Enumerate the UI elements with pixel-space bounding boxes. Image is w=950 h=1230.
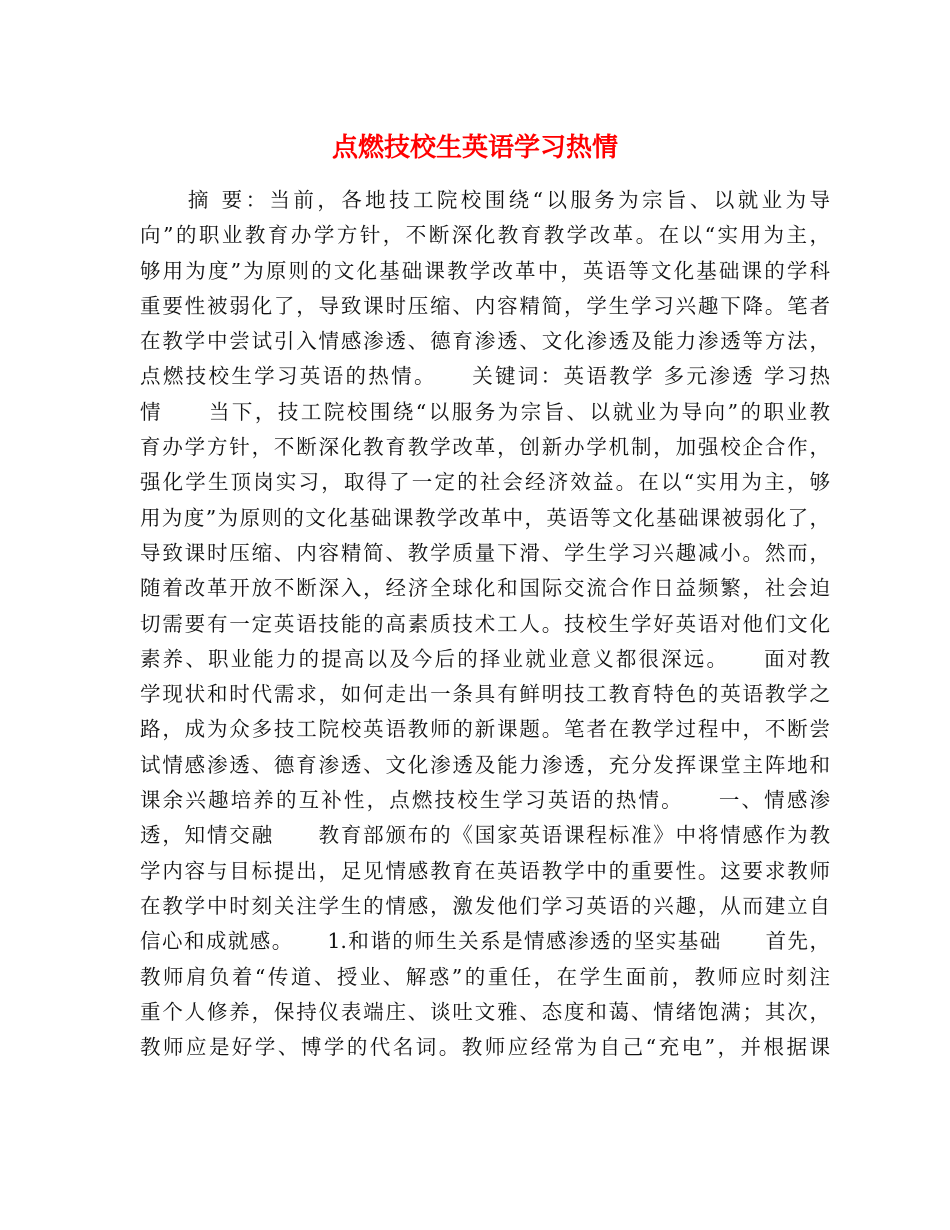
body-line: 透，知情交融 教育部颁布的《国家英语课程标准》中将情感作为教 bbox=[140, 823, 830, 848]
body-line: 向”的职业教育办学方针，不断深化教育教学改革。在以“实用为主， bbox=[140, 223, 830, 248]
body-line: 随着改革开放不断深入，经济全球化和国际交流合作日益频繁，社会迫 bbox=[140, 576, 830, 601]
body-line: 点燃技校生学习英语的热情。 关键词：英语教学 多元渗透 学习热 bbox=[140, 364, 830, 389]
body-line: 学现状和时代需求，如何走出一条具有鲜明技工教育特色的英语教学之 bbox=[140, 682, 830, 707]
body-line: 路，成为众多技工院校英语教师的新课题。笔者在教学过程中，不断尝 bbox=[140, 717, 830, 742]
body-line: 导致课时压缩、内容精简、教学质量下滑、学生学习兴趣减小。然而， bbox=[140, 540, 830, 565]
document-body bbox=[140, 183, 830, 1065]
body-line: 摘 要：当前，各地技工院校围绕“以服务为宗旨、以就业为导 bbox=[140, 188, 830, 212]
body-line: 切需要有一定英语技能的高素质技术工人。技校生学好英语对他们文化 bbox=[140, 611, 830, 636]
body-line: 在教学中时刻关注学生的情感，激发他们学习英语的兴趣，从而建立自 bbox=[140, 893, 830, 918]
body-line: 强化学生顶岗实习，取得了一定的社会经济效益。在以“实用为主，够 bbox=[140, 470, 830, 495]
body-line: 育办学方针，不断深化教育教学改革，创新办学机制，加强校企合作， bbox=[140, 435, 830, 460]
body-line: 在教学中尝试引入情感渗透、德育渗透、文化渗透及能力渗透等方法， bbox=[140, 329, 830, 354]
body-line: 重个人修养，保持仪表端庄、谈吐文雅、态度和蔼、情绪饱满；其次， bbox=[140, 999, 830, 1024]
body-line: 够用为度”为原则的文化基础课教学改革中，英语等文化基础课的学科 bbox=[140, 258, 830, 283]
body-line: 情 当下，技工院校围绕“以服务为宗旨、以就业为导向”的职业教 bbox=[140, 399, 830, 424]
body-line: 重要性被弱化了，导致课时压缩、内容精简，学生学习兴趣下降。笔者 bbox=[140, 293, 830, 318]
body-line: 试情感渗透、德育渗透、文化渗透及能力渗透，充分发挥课堂主阵地和 bbox=[140, 752, 830, 777]
body-line: 素养、职业能力的提高以及今后的择业就业意义都很深远。 面对教 bbox=[140, 646, 830, 671]
body-line: 学内容与目标提出，足见情感教育在英语教学中的重要性。这要求教师 bbox=[140, 858, 830, 883]
body-line: 课余兴趣培养的互补性，点燃技校生学习英语的热情。 一、情感渗 bbox=[140, 788, 830, 813]
document-title: 点燃技校生英语学习热情 bbox=[331, 133, 618, 163]
body-line: 教师应是好学、博学的代名词。教师应经常为自己“充电”，并根据课 bbox=[140, 1035, 830, 1060]
body-line: 信心和成就感。 1.和谐的师生关系是情感渗透的坚实基础 首先， bbox=[140, 929, 830, 954]
body-line: 教师肩负着“传道、授业、解惑”的重任，在学生面前，教师应时刻注 bbox=[140, 964, 830, 989]
body-line: 用为度”为原则的文化基础课教学改革中，英语等文化基础课被弱化了， bbox=[140, 505, 830, 530]
